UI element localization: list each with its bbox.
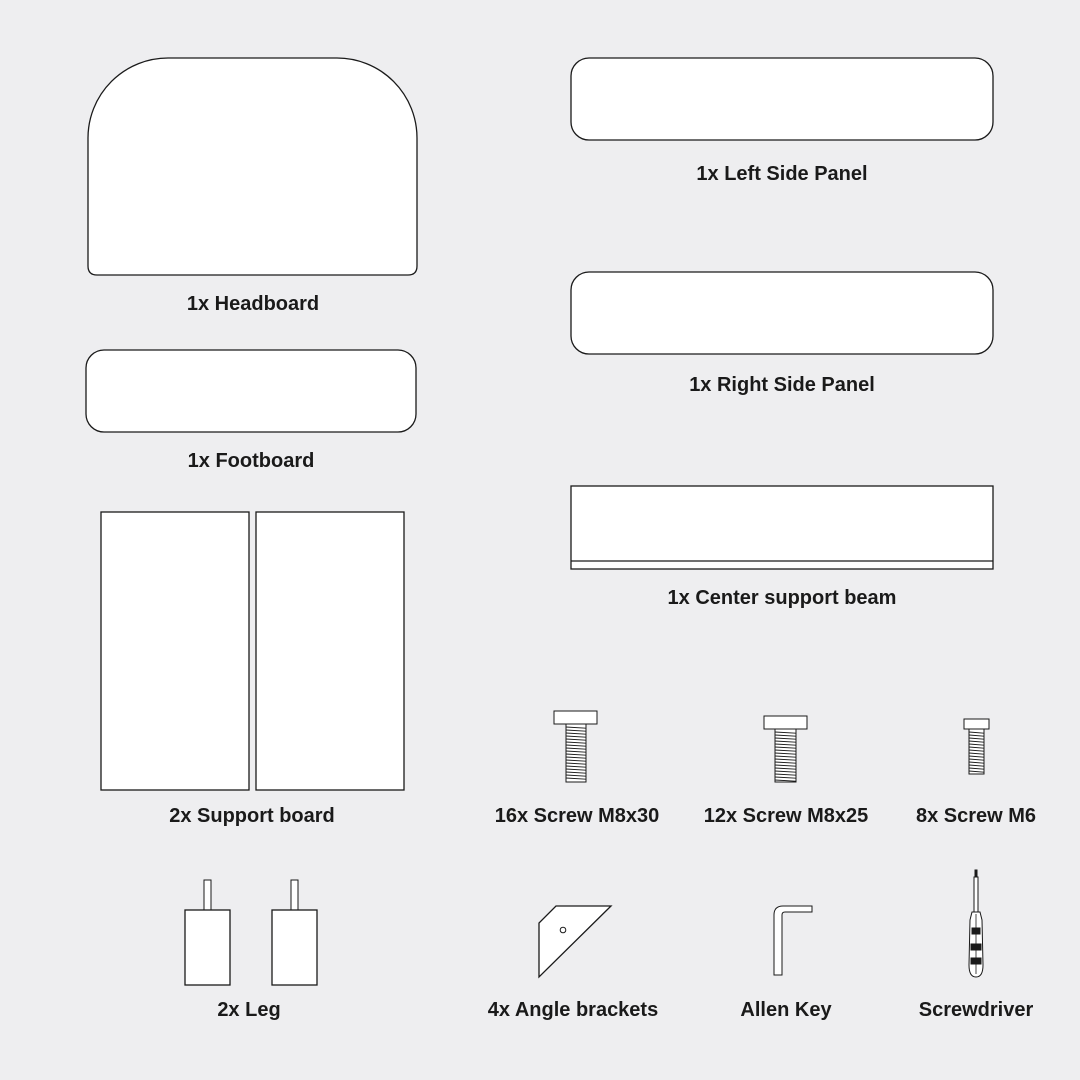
leg-right-pin	[291, 880, 298, 911]
leg-right-body	[272, 910, 317, 985]
screwdriver	[919, 870, 1034, 1021]
center-support-beam	[571, 486, 993, 609]
headboard-label: 1x Headboard	[186, 293, 320, 315]
right-side-panel-label: 1x Right Side Panel	[689, 374, 875, 396]
allen-key-shape	[774, 906, 812, 975]
support-board-label: 2x Support board	[169, 805, 335, 827]
allen-key	[740, 906, 832, 1021]
leg-left-pin	[204, 880, 211, 911]
screw-m8x25	[704, 716, 869, 827]
screw-m8x25-head	[764, 716, 807, 729]
center-support-beam-label: 1x Center support beam	[667, 587, 897, 609]
allen-key-label: Allen Key	[740, 999, 832, 1021]
left-side-panel-shape	[571, 58, 993, 140]
screw-m6-head	[964, 719, 989, 729]
screwdriver-shaft	[974, 877, 978, 912]
center-support-beam-shape	[571, 486, 993, 569]
headboard	[88, 58, 417, 315]
headboard-shape	[88, 58, 417, 275]
right-side-panel-shape	[571, 272, 993, 354]
leg-left-body	[185, 910, 230, 985]
footboard-label: 1x Footboard	[187, 450, 315, 472]
screw-m6-label: 8x Screw M6	[915, 805, 1037, 827]
screw-m8x30	[495, 711, 660, 827]
footboard-shape	[86, 350, 416, 432]
right-side-panel	[571, 272, 993, 396]
support-board	[101, 512, 404, 827]
leg	[185, 880, 317, 1021]
leg-label: 2x Leg	[217, 999, 281, 1021]
support-board-right-shape	[256, 512, 404, 790]
footboard	[86, 350, 416, 472]
screw-m8x30-head	[554, 711, 597, 724]
screw-m8x25-label: 12x Screw M8x25	[703, 805, 869, 827]
angle-brackets	[488, 906, 658, 1021]
angle-bracket-hole	[560, 927, 566, 933]
angle-bracket-shape	[539, 906, 611, 977]
left-side-panel	[571, 58, 993, 185]
left-side-panel-label: 1x Left Side Panel	[696, 163, 868, 185]
angle-brackets-label: 4x Angle brackets	[487, 999, 659, 1021]
screwdriver-label: Screwdriver	[918, 999, 1034, 1021]
support-board-left-shape	[101, 512, 249, 790]
screw-m8x30-label: 16x Screw M8x30	[494, 805, 660, 827]
screw-m6	[916, 719, 1036, 827]
